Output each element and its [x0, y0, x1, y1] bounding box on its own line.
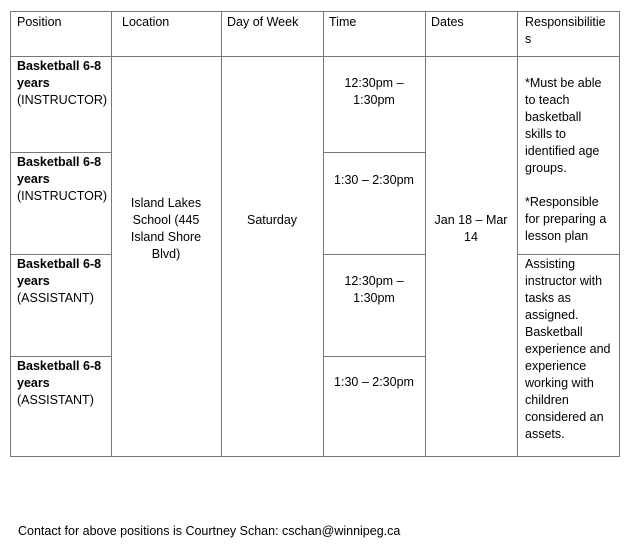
- time-cell: 12:30pm – 1:30pm: [344, 76, 404, 107]
- responsibilities-assistant: Assisting instructor with tasks as assigned. Basketball experience and experience working with children considered an assets.: [525, 257, 611, 441]
- row-divider: [517, 254, 619, 255]
- position-cell: Basketball 6-8 years (ASSISTANT): [17, 257, 102, 305]
- header-divider: [11, 56, 619, 57]
- header-dates: Dates: [431, 15, 464, 29]
- position-cell: Basketball 6-8 years (INSTRUCTOR): [17, 155, 108, 203]
- row-divider: [11, 356, 111, 357]
- time-cell: 12:30pm – 1:30pm: [344, 274, 404, 305]
- header-day-of-week: Day of Week: [227, 15, 299, 29]
- location-cell: Island Lakes School (445 Island Shore Blvd): [130, 196, 202, 261]
- column-divider: [517, 12, 518, 456]
- header-responsibilities: Responsibilitie s: [525, 15, 606, 46]
- row-divider: [11, 152, 111, 153]
- column-divider: [221, 12, 222, 456]
- position-cell: Basketball 6-8 years (ASSISTANT): [17, 359, 102, 407]
- day-cell: Saturday: [246, 213, 298, 227]
- header-location: Location: [122, 15, 170, 29]
- header-time: Time: [329, 15, 357, 29]
- responsibilities-instructor: *Must be able to teach basketball skills to identified age groups. *Responsible for preparing a lesson plan: [525, 76, 607, 243]
- positions-table: [10, 11, 620, 457]
- header-position: Position: [17, 15, 62, 29]
- row-divider: [323, 356, 425, 357]
- row-divider: [11, 254, 111, 255]
- time-cell: 1:30 – 2:30pm: [334, 375, 414, 389]
- time-cell: 1:30 – 2:30pm: [334, 173, 414, 187]
- row-divider: [323, 152, 425, 153]
- position-cell: Basketball 6-8 years (INSTRUCTOR): [17, 59, 108, 107]
- row-divider: [323, 254, 425, 255]
- contact-footer: Contact for above positions is Courtney Schan: cschan@winnipeg.ca: [18, 524, 401, 538]
- dates-cell: Jan 18 – Mar 14: [434, 213, 508, 244]
